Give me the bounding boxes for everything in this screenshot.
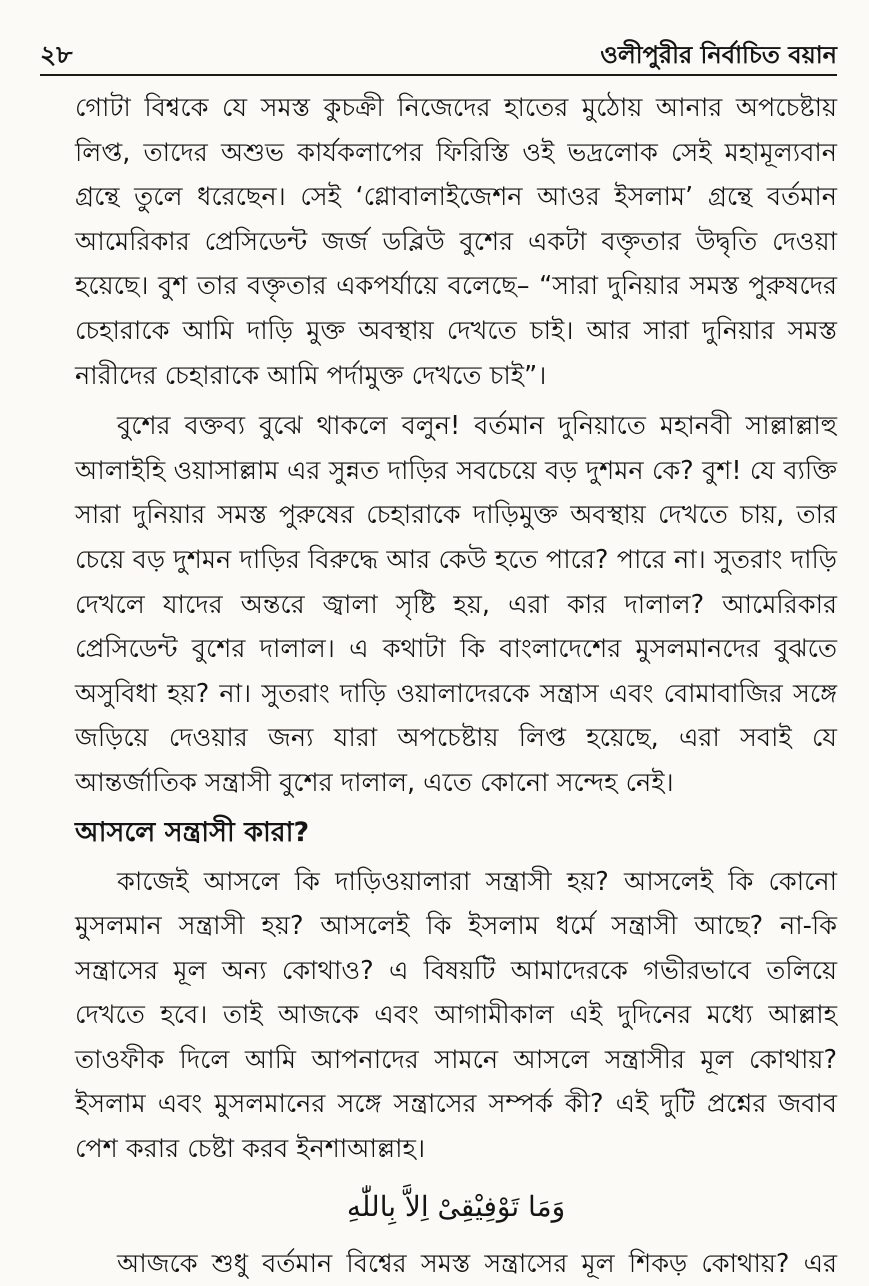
running-title: ওলীপুরীর নির্বাচিত বয়ান [600, 41, 837, 69]
arabic-verse: وَمَا تَوْفِيْقِىْ اِلاَّ بِاللّٰهِ [346, 1189, 566, 1223]
section-heading: আসলে সন্ত্রাসী কারা? [75, 816, 310, 848]
paragraph-closing: আজকে শুধু বর্তমান বিশ্বের সমস্ত সন্ত্রাসের মূল শিকড় কোথায়? এর [117, 1248, 837, 1279]
page-number: ২৮ [40, 40, 73, 69]
page-body [75, 86, 837, 1286]
paragraph-question: কাজেই আসলে কি দাড়িওয়ালারা সন্ত্রাসী হয়? আসলেই কি কোনো মুসলমান সন্ত্রাসী হয়? আসলেই কি ইসলাম ধর্মে সন্ত্রাসী আছে? না-কি সন্ত্রাসের মূল অন্য কোথাও? এ বিষয়টি আমাদেরকে গভীরভাবে তলিয়ে দেখতে হবে। তাই আজকে এবং আগামীকাল এই দুদিনের মধ্যে আল্লাহ তাওফীক দিলে আমি আপনাদের সামনে আসলে সন্ত্রাসীর মূল কোথায়? ইসলাম এবং মুসলমানের সঙ্গে সন্ত্রাসের সম্পর্ক কী? এই দুটি প্রশ্নের জবাব পেশ করার চেষ্টা করব ইনশাআল্লাহ। [75, 866, 837, 1165]
page-header [40, 40, 837, 76]
paragraph-continuation: গোটা বিশ্বকে যে সমস্ত কুচক্রী নিজেদের হাতের মুঠোয় আনার অপচেষ্টায় লিপ্ত, তাদের অশুভ কার্যকলাপের ফিরিস্তি ওই ভদ্রলোক সেই মহামূল্যবান গ্রন্থে তুলে ধরেছেন। সেই ‘গ্লোবালাইজেশন আওর ইসলাম’ গ্রন্থে বর্তমান আমেরিকার প্রেসিডেন্ট জর্জ ডব্লিউ বুশের একটা বক্তৃতার উদ্বৃতি দেওয়া হয়েছে। বুশ তার বক্তৃতার একপর্যায়ে বলেছে– “সারা দুনিয়ার সমস্ত পুরুষদের চেহারাকে আমি দাড়ি মুক্ত অবস্থায় দেখতে চাই। আর সারা দুনিয়ার সমস্ত নারীদের চেহারাকে আমি পর্দামুক্ত দেখতে চাই”। [75, 93, 837, 391]
paragraph-bush-statement: বুশের বক্তব্য বুঝে থাকলে বলুন! বর্তমান দুনিয়াতে মহানবী সাল্লাল্লাহু আলাইহি ওয়াসাল্লাম এর সুন্নত দাড়ির সবচেয়ে বড় দুশমন কে? বুশ! যে ব্যক্তি সারা দুনিয়ার সমস্ত পুরুষের চেহারাকে দাড়িমুক্ত অবস্থায় দেখতে চায়, তার চেয়ে বড় দুশমন দাড়ির বিরুদ্ধে আর কেউ হতে পারে? পারে না। সুতরাং দাড়ি দেখলে যাদের অন্তরে জ্বালা সৃষ্টি হয়, এরা কার দালাল? আমেরিকার প্রেসিডেন্ট বুশের দালাল। এ কথাটা কি বাংলাদেশের মুসলমানদের বুঝতে অসুবিধা হয়? না। সুতরাং দাড়ি ওয়ালাদেরকে সন্ত্রাস এবং বোমাবাজির সঙ্গে জড়িয়ে দেওয়ার জন্য যারা অপচেষ্টায় লিপ্ত হয়েছে, এরা সবাই যে আন্তর্জাতিক সন্ত্রাসী বুশের দালাল, এতে কোনো সন্দেহ নেই। [75, 411, 837, 798]
